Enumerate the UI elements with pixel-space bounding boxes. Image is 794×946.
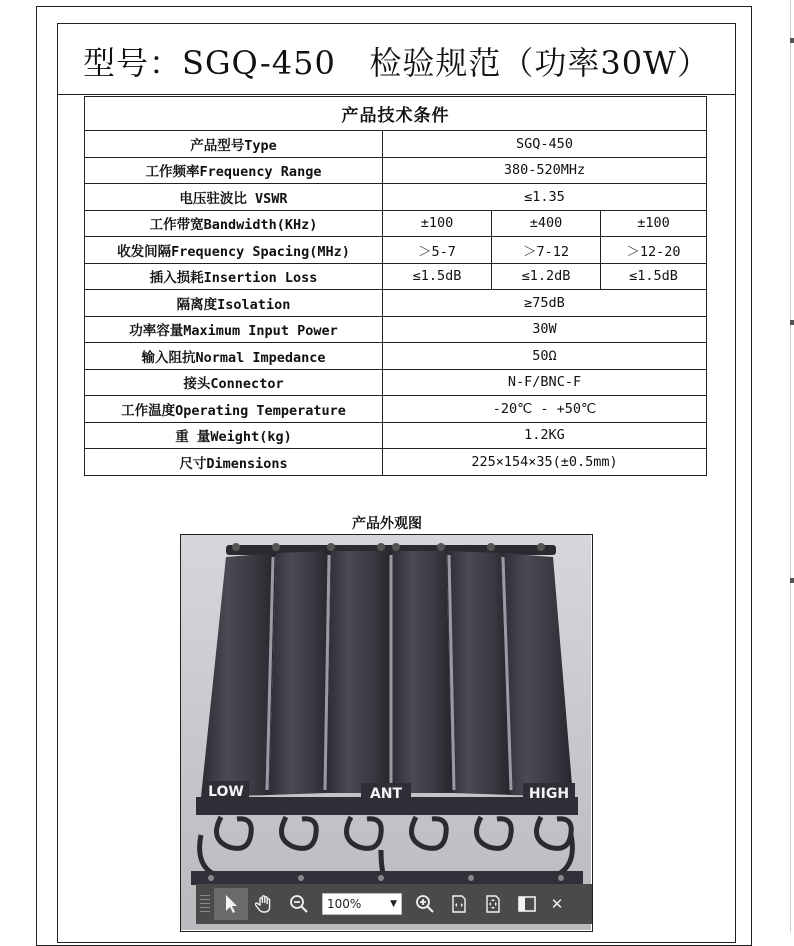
table-row <box>85 263 707 290</box>
spec-label: 电压驻波比 VSWR <box>85 184 383 211</box>
table-row <box>85 316 707 343</box>
table-row <box>85 131 707 158</box>
table-row <box>85 210 707 237</box>
spec-label: 工作温度Operating Temperature <box>85 396 383 423</box>
spec-value: -20℃ - +50℃ <box>383 396 707 423</box>
spec-value: 50Ω <box>383 343 707 370</box>
low-port-label: LOW <box>208 784 244 800</box>
spec-value: N-F/BNC-F <box>383 369 707 396</box>
spec-value: ＞5-7 <box>383 237 492 264</box>
chevron-down-icon: ▼ <box>390 899 397 909</box>
pointer-tool-button[interactable] <box>214 888 248 920</box>
spec-value: ＞12-20 <box>601 237 707 264</box>
zoom-out-icon <box>289 894 309 914</box>
page-edge-mark <box>790 578 794 583</box>
table-row <box>85 184 707 211</box>
zoom-select[interactable] <box>322 893 402 915</box>
table-row <box>85 290 707 317</box>
spec-table-title: 产品技术条件 <box>85 97 707 131</box>
spec-value: 380-520MHz <box>383 157 707 184</box>
spec-value: ≤1.2dB <box>492 263 601 290</box>
table-row <box>85 369 707 396</box>
spec-value: ≥75dB <box>383 290 707 317</box>
viewer-toolbar <box>196 884 592 924</box>
spec-label: 重 量Weight(kg) <box>85 422 383 449</box>
close-icon: ✕ <box>550 895 564 913</box>
spec-label: 尺寸Dimensions <box>85 449 383 476</box>
zoom-value: 100% <box>327 897 362 911</box>
table-row <box>85 343 707 370</box>
close-toolbar-button[interactable] <box>544 888 570 920</box>
grip-icon[interactable] <box>200 895 210 913</box>
spec-value: ±100 <box>601 210 707 237</box>
table-row <box>85 449 707 476</box>
zoom-in-button[interactable] <box>408 888 442 920</box>
spec-label: 工作带宽Bandwidth(KHz) <box>85 210 383 237</box>
high-port-label: HIGH <box>528 786 570 802</box>
product-photo <box>180 534 593 932</box>
spec-label: 插入损耗Insertion Loss <box>85 263 383 290</box>
spec-label: 功率容量Maximum Input Power <box>85 316 383 343</box>
table-row <box>85 157 707 184</box>
fit-page-button[interactable] <box>476 888 510 920</box>
duplexer-illustration <box>181 535 591 930</box>
hand-tool-button[interactable] <box>248 888 282 920</box>
fit-width-icon <box>449 894 469 914</box>
spec-label: 接头Connector <box>85 369 383 396</box>
spec-value: ±100 <box>383 210 492 237</box>
spec-label: 工作频率Frequency Range <box>85 157 383 184</box>
toggle-sidebar-button[interactable] <box>510 888 544 920</box>
hand-icon <box>255 894 275 914</box>
spec-value: ≤1.35 <box>383 184 707 211</box>
spec-value: 30W <box>383 316 707 343</box>
table-row <box>85 422 707 449</box>
ant-port-label: ANT <box>369 786 403 802</box>
photo-caption: 产品外观图 <box>352 516 422 532</box>
spec-value: 225×154×35(±0.5mm) <box>383 449 707 476</box>
spec-label: 收发间隔Frequency Spacing(MHz) <box>85 237 383 264</box>
spec-label: 产品型号Type <box>85 131 383 158</box>
spec-value: ±400 <box>492 210 601 237</box>
table-row <box>85 396 707 423</box>
spec-value: ≤1.5dB <box>383 263 492 290</box>
fit-width-button[interactable] <box>442 888 476 920</box>
page-title: 型号：SGQ-450 检验规范（功率30W） <box>83 44 710 82</box>
spec-label: 隔离度Isolation <box>85 290 383 317</box>
spec-value: ＞7-12 <box>492 237 601 264</box>
title-divider <box>57 94 736 95</box>
sidebar-icon <box>517 894 537 914</box>
page-edge-mark <box>790 38 794 43</box>
spec-label: 输入阻抗Normal Impedance <box>85 343 383 370</box>
adjacent-page-edge <box>790 0 794 932</box>
spec-value: SGQ-450 <box>383 131 707 158</box>
pointer-icon <box>223 894 239 914</box>
spec-value: ≤1.5dB <box>601 263 707 290</box>
page-edge-mark <box>790 320 794 325</box>
zoom-out-button[interactable] <box>282 888 316 920</box>
zoom-in-icon <box>415 894 435 914</box>
fit-page-icon <box>483 894 503 914</box>
spec-value: 1.2KG <box>383 422 707 449</box>
table-row <box>85 237 707 264</box>
spec-table <box>84 96 707 476</box>
spec-table-header-row <box>85 97 707 131</box>
